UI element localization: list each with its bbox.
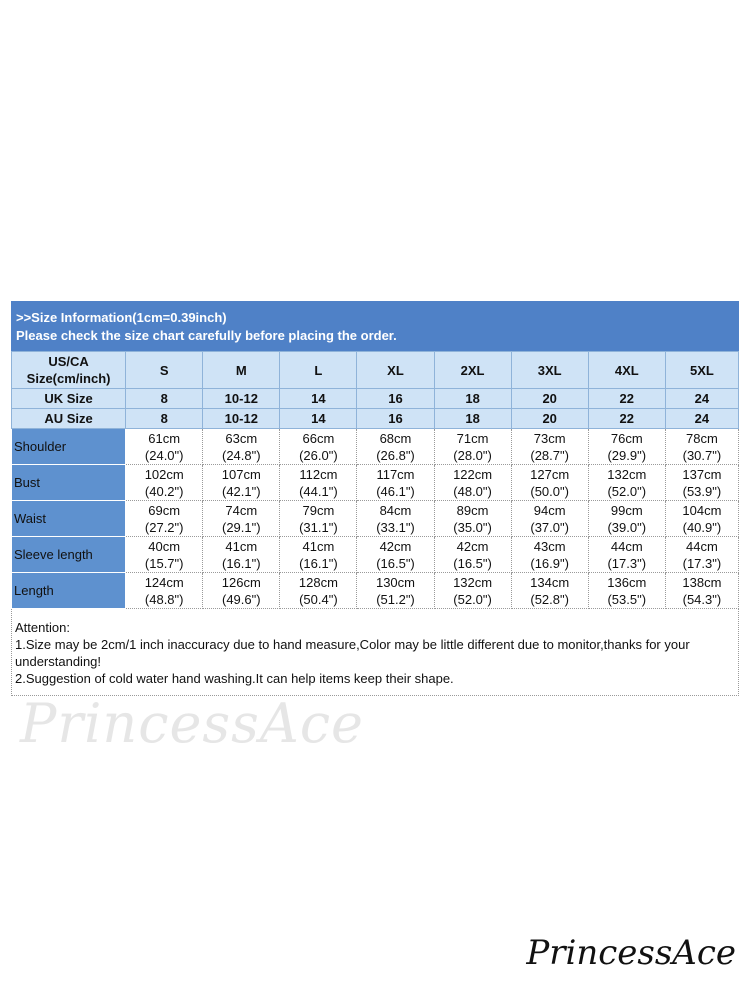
measurement-cm: 69cm: [148, 502, 181, 518]
measurement-cm: 122cm: [453, 466, 493, 482]
au-size-cell: 20: [511, 409, 588, 429]
measurement-cell: [280, 501, 357, 537]
uk-size-cell: 10-12: [203, 389, 280, 409]
measurement-cell: [511, 573, 588, 609]
measurement-inch: (53.5"): [607, 591, 647, 607]
us-size-cell: XL: [357, 352, 434, 389]
measurement-cm: 79cm: [302, 502, 335, 518]
measurement-cell: [126, 465, 203, 501]
size-info-title: >>Size Information(1cm=0.39inch): [16, 310, 227, 325]
us-size-cell: S: [126, 352, 203, 389]
measurement-cm: 134cm: [530, 574, 570, 590]
measurement-cell: [588, 465, 665, 501]
measurement-inch: (35.0"): [453, 519, 492, 535]
size-info-instruction: Please check the size chart carefully before placing the order.: [16, 328, 397, 343]
uk-size-cell: 24: [665, 389, 738, 409]
measurement-inch: (16.1"): [222, 555, 261, 571]
measurement-cell: [280, 465, 357, 501]
measurement-inch: (53.9"): [682, 483, 722, 499]
au-size-cell: 24: [665, 409, 738, 429]
us-size-cell: 2XL: [434, 352, 511, 389]
measurement-cell: [588, 501, 665, 537]
measurement-cell: [665, 537, 738, 573]
au-size-cell: 10-12: [203, 409, 280, 429]
uk-size-cell: 8: [126, 389, 203, 409]
measurement-cm: 107cm: [221, 466, 261, 482]
measurement-label: Bust: [12, 465, 126, 501]
uk-size-label: UK Size: [12, 389, 126, 409]
uk-size-cell: 20: [511, 389, 588, 409]
attention-note-1: 1.Size may be 2cm/1 inch inaccuracy due to hand measure,Color may be little different due to monitor,thanks for your understanding!: [15, 637, 690, 669]
measurement-inch: (27.2"): [144, 519, 184, 535]
measurement-cm: 132cm: [607, 466, 647, 482]
measurement-cell: [434, 501, 511, 537]
measurement-inch: (28.0"): [453, 447, 492, 463]
measurement-cm: 71cm: [456, 430, 489, 446]
measurement-cell: [665, 429, 738, 465]
measurement-inch: (16.5"): [376, 555, 415, 571]
measurement-cell: [126, 501, 203, 537]
measurement-inch: (40.2"): [144, 483, 184, 499]
measurement-inch: (17.3"): [682, 555, 722, 571]
measurement-cell: [434, 537, 511, 573]
measurement-cell: [434, 465, 511, 501]
measurement-inch: (37.0"): [530, 519, 569, 535]
measurement-cm: 84cm: [379, 502, 412, 518]
measurement-inch: (33.1"): [376, 519, 415, 535]
measurement-inch: (24.0"): [144, 447, 184, 463]
measurement-cm: 61cm: [148, 430, 181, 446]
measurement-cell: [511, 429, 588, 465]
measurement-cell: [588, 573, 665, 609]
measurement-row: [12, 501, 739, 537]
measurement-inch: (26.8"): [376, 447, 415, 463]
measurement-row: [12, 537, 739, 573]
measurement-inch: (52.8"): [530, 591, 569, 607]
measurement-cm: 76cm: [610, 430, 643, 446]
measurement-inch: (54.3"): [682, 591, 722, 607]
measurement-inch: (29.1"): [222, 519, 261, 535]
us-size-cell: 4XL: [588, 352, 665, 389]
measurement-cell: [126, 429, 203, 465]
measurement-cell: [357, 465, 434, 501]
measurement-label: Sleeve length: [12, 537, 126, 573]
measurement-cm: 127cm: [530, 466, 570, 482]
uk-size-cell: 16: [357, 389, 434, 409]
measurement-row: [12, 573, 739, 609]
measurement-cell: [357, 429, 434, 465]
uk-size-cell: 18: [434, 389, 511, 409]
measurement-inch: (51.2"): [376, 591, 415, 607]
measurement-inch: (44.1"): [299, 483, 338, 499]
measurement-inch: (16.9"): [530, 555, 569, 571]
measurement-cell: [357, 537, 434, 573]
us-size-cell: L: [280, 352, 357, 389]
measurement-cm: 74cm: [225, 502, 258, 518]
au-size-cell: 22: [588, 409, 665, 429]
measurement-cm: 41cm: [302, 538, 335, 554]
measurement-cm: 41cm: [225, 538, 258, 554]
measurement-cm: 68cm: [379, 430, 412, 446]
au-size-row: [12, 409, 739, 429]
size-chart: [11, 301, 739, 696]
measurement-cell: [434, 429, 511, 465]
measurement-cm: 40cm: [148, 538, 181, 554]
measurement-cm: 137cm: [682, 466, 722, 482]
measurement-cell: [357, 573, 434, 609]
measurement-inch: (48.0"): [453, 483, 492, 499]
measurement-cell: [511, 501, 588, 537]
measurement-inch: (24.8"): [222, 447, 261, 463]
measurement-cm: 124cm: [144, 574, 184, 590]
measurement-inch: (52.0"): [453, 591, 492, 607]
measurement-cell: [203, 573, 280, 609]
measurement-cm: 94cm: [533, 502, 566, 518]
size-info-header: [11, 301, 739, 351]
attention-note-2: 2.Suggestion of cold water hand washing.It can help items keep their shape.: [15, 671, 454, 686]
measurement-cell: [203, 537, 280, 573]
measurement-cm: 42cm: [379, 538, 412, 554]
measurement-cm: 126cm: [221, 574, 261, 590]
measurement-cell: [203, 501, 280, 537]
measurement-cell: [588, 537, 665, 573]
measurement-cell: [665, 573, 738, 609]
measurement-cm: 117cm: [376, 466, 415, 482]
measurement-cell: [665, 465, 738, 501]
measurement-cell: [280, 573, 357, 609]
measurement-cm: 102cm: [144, 466, 184, 482]
au-size-cell: 16: [357, 409, 434, 429]
us-size-cell: 5XL: [665, 352, 738, 389]
attention-title: Attention:: [15, 620, 70, 635]
brand-logo: PrincessAce: [526, 933, 736, 973]
measurement-label: Shoulder: [12, 429, 126, 465]
measurement-cell: [203, 429, 280, 465]
measurement-cm: 42cm: [456, 538, 489, 554]
measurement-cm: 66cm: [302, 430, 335, 446]
us-size-row: [12, 352, 739, 389]
measurement-inch: (15.7"): [144, 555, 184, 571]
measurement-inch: (42.1"): [222, 483, 261, 499]
measurement-cell: [126, 573, 203, 609]
measurement-inch: (46.1"): [376, 483, 415, 499]
measurement-inch: (16.5"): [453, 555, 492, 571]
measurement-label: Length: [12, 573, 126, 609]
measurement-cell: [357, 501, 434, 537]
au-size-cell: 8: [126, 409, 203, 429]
au-size-label: AU Size: [12, 409, 126, 429]
measurement-inch: (50.0"): [530, 483, 569, 499]
measurement-inch: (39.0"): [607, 519, 647, 535]
size-table: [11, 351, 739, 609]
uk-size-row: [12, 389, 739, 409]
measurement-cell: [665, 501, 738, 537]
attention-notes: [11, 609, 739, 696]
measurement-cm: 128cm: [298, 574, 338, 590]
measurement-cm: 132cm: [453, 574, 493, 590]
measurement-row: [12, 429, 739, 465]
measurement-cm: 78cm: [686, 430, 718, 446]
measurement-cm: 73cm: [533, 430, 566, 446]
au-size-cell: 18: [434, 409, 511, 429]
measurement-row: [12, 465, 739, 501]
measurement-inch: (30.7"): [682, 447, 722, 463]
measurement-cm: 44cm: [686, 538, 718, 554]
us-size-cell: M: [203, 352, 280, 389]
measurement-cm: 44cm: [610, 538, 643, 554]
us-size-cell: 3XL: [511, 352, 588, 389]
au-size-cell: 14: [280, 409, 357, 429]
measurement-inch: (50.4"): [299, 591, 338, 607]
measurement-cm: 104cm: [682, 502, 722, 518]
watermark-logo: PrincessAce: [20, 692, 365, 755]
measurement-label: Waist: [12, 501, 126, 537]
measurement-cell: [588, 429, 665, 465]
uk-size-cell: 14: [280, 389, 357, 409]
measurement-inch: (40.9"): [682, 519, 722, 535]
measurement-cm: 130cm: [375, 574, 415, 590]
measurement-cell: [511, 465, 588, 501]
measurement-cm: 43cm: [533, 538, 566, 554]
measurement-cell: [280, 537, 357, 573]
measurement-inch: (17.3"): [607, 555, 647, 571]
measurement-inch: (48.8"): [144, 591, 184, 607]
measurement-cell: [203, 465, 280, 501]
measurement-inch: (26.0"): [299, 447, 338, 463]
measurement-cell: [511, 537, 588, 573]
measurement-cm: 138cm: [682, 574, 722, 590]
measurement-cm: 63cm: [225, 430, 258, 446]
measurement-inch: (52.0"): [607, 483, 647, 499]
measurement-cm: 89cm: [456, 502, 489, 518]
measurement-cm: 112cm: [299, 466, 338, 482]
measurement-inch: (29.9"): [607, 447, 647, 463]
us-size-label: US/CA Size(cm/inch): [12, 352, 126, 389]
measurement-inch: (49.6"): [222, 591, 261, 607]
measurement-cell: [280, 429, 357, 465]
measurement-inch: (16.1"): [299, 555, 338, 571]
measurement-inch: (28.7"): [530, 447, 569, 463]
measurement-inch: (31.1"): [299, 519, 338, 535]
uk-size-cell: 22: [588, 389, 665, 409]
measurement-cell: [434, 573, 511, 609]
measurement-cm: 99cm: [610, 502, 643, 518]
measurement-cm: 136cm: [607, 574, 647, 590]
measurement-cell: [126, 537, 203, 573]
